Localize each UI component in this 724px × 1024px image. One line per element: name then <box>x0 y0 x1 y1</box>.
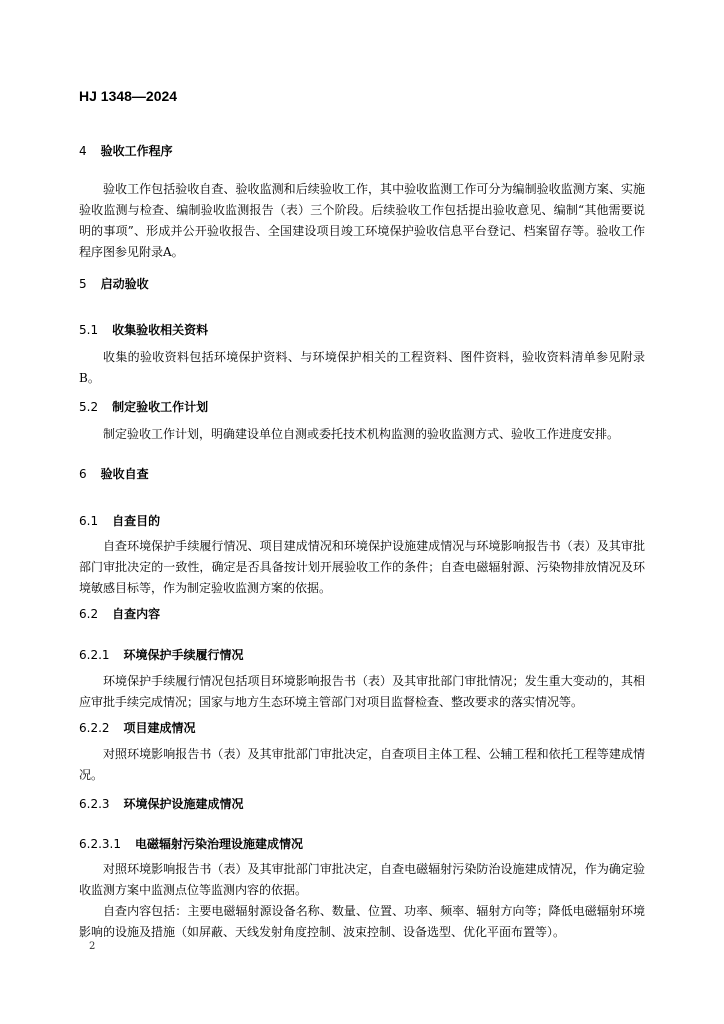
section-heading-6-2-1 <box>79 646 244 663</box>
section-number: 4 <box>79 144 87 158</box>
paragraph-6-2-1: 环境保护手续履行情况包括项目环境影响报告书（表）及其审批部门审批情况；发生重大变动的，其相应审批手续完成情况；国家与地方生态环境主管部门对项目监督检查、整改要求的落实情况等。 <box>79 674 645 709</box>
section-heading-6-1 <box>79 512 160 529</box>
section-title: 收集验收相关资料 <box>112 323 209 337</box>
section-number: 6.2.1 <box>79 648 110 662</box>
section-heading-5-2 <box>79 398 208 415</box>
paragraph-6-1: 自查环境保护手续履行情况、项目建成情况和环境保护设施建成情况与环境影响报告书（表）及其审批部门审批决定的一致性，确定是否具备按计划开展验收工作的条件；自查电磁辐射源、污染物排放情况及环境敏感目标等，作为制定验收监测方案的依据。 <box>79 539 645 595</box>
paragraph-4: 验收工作包括验收自查、验收监测和后续验收工作，其中验收监测工作可分为编制验收监测方案、实施验收监测与检查、编制验收监测报告（表）三个阶段。后续验收工作包括提出验收意见、编制“其他需要说明的事项”、形成并公开验收报告、全国建设项目竣工环境保护验收信息平台登记、档案留存等。验收工作程序图参见附录A。 <box>79 182 645 259</box>
section-number: 6.1 <box>79 514 99 528</box>
section-heading-6 <box>79 465 149 482</box>
section-number: 6.2.3.1 <box>79 837 121 851</box>
section-title: 自查目的 <box>112 514 161 528</box>
section-title: 启动验收 <box>100 277 149 291</box>
section-heading-6-2-3-1 <box>79 835 303 852</box>
section-number: 6.2.3 <box>79 797 110 811</box>
section-title: 验收工作程序 <box>100 144 173 158</box>
section-heading-6-2-2 <box>79 719 196 736</box>
paragraph-5-2: 制定验收工作计划，明确建设单位自测或委托技术机构监测的验收监测方式、验收工作进度安排。 <box>103 427 620 441</box>
paragraph-6-2-3-1-a: 对照环境影响报告书（表）及其审批部门审批决定，自查电磁辐射污染防治设施建成情况，作为确定验收监测方案中监测点位等监测内容的依据。 <box>79 862 645 897</box>
standard-code-header: HJ 1348—2024 <box>79 88 178 104</box>
section-title: 环境保护手续履行情况 <box>123 648 244 662</box>
section-number: 5.1 <box>79 323 99 337</box>
section-number: 6 <box>79 467 87 481</box>
section-title: 自查内容 <box>112 607 161 621</box>
section-title: 电磁辐射污染治理设施建成情况 <box>134 837 303 851</box>
section-heading-4 <box>79 142 173 159</box>
paragraph-6-2-2: 对照环境影响报告书（表）及其审批部门审批决定，自查项目主体工程、公辅工程和依托工程等建成情况。 <box>79 747 645 782</box>
section-heading-6-2 <box>79 605 160 622</box>
paragraph-6-2-3-1-b: 自查内容包括：主要电磁辐射源设备名称、数量、位置、功率、频率、辐射方向等；降低电磁辐射环境影响的设施及措施（如屏蔽、天线发射角度控制、波束控制、设备选型、优化平面布置等）。 <box>79 904 645 939</box>
paragraph-5-1: 收集的验收资料包括环境保护资料、与环境保护相关的工程资料、图件资料，验收资料清单参见附录B。 <box>79 350 645 385</box>
section-number: 6.2.2 <box>79 721 110 735</box>
section-number: 5.2 <box>79 400 99 414</box>
section-title: 环境保护设施建成情况 <box>123 797 244 811</box>
section-number: 5 <box>79 277 87 291</box>
section-heading-5 <box>79 275 149 292</box>
section-heading-5-1 <box>79 321 208 338</box>
section-title: 制定验收工作计划 <box>112 400 209 414</box>
section-heading-6-2-3 <box>79 795 244 812</box>
section-title: 项目建成情况 <box>123 721 196 735</box>
section-title: 验收自查 <box>100 467 149 481</box>
section-number: 6.2 <box>79 607 99 621</box>
page-number: 2 <box>89 941 96 952</box>
